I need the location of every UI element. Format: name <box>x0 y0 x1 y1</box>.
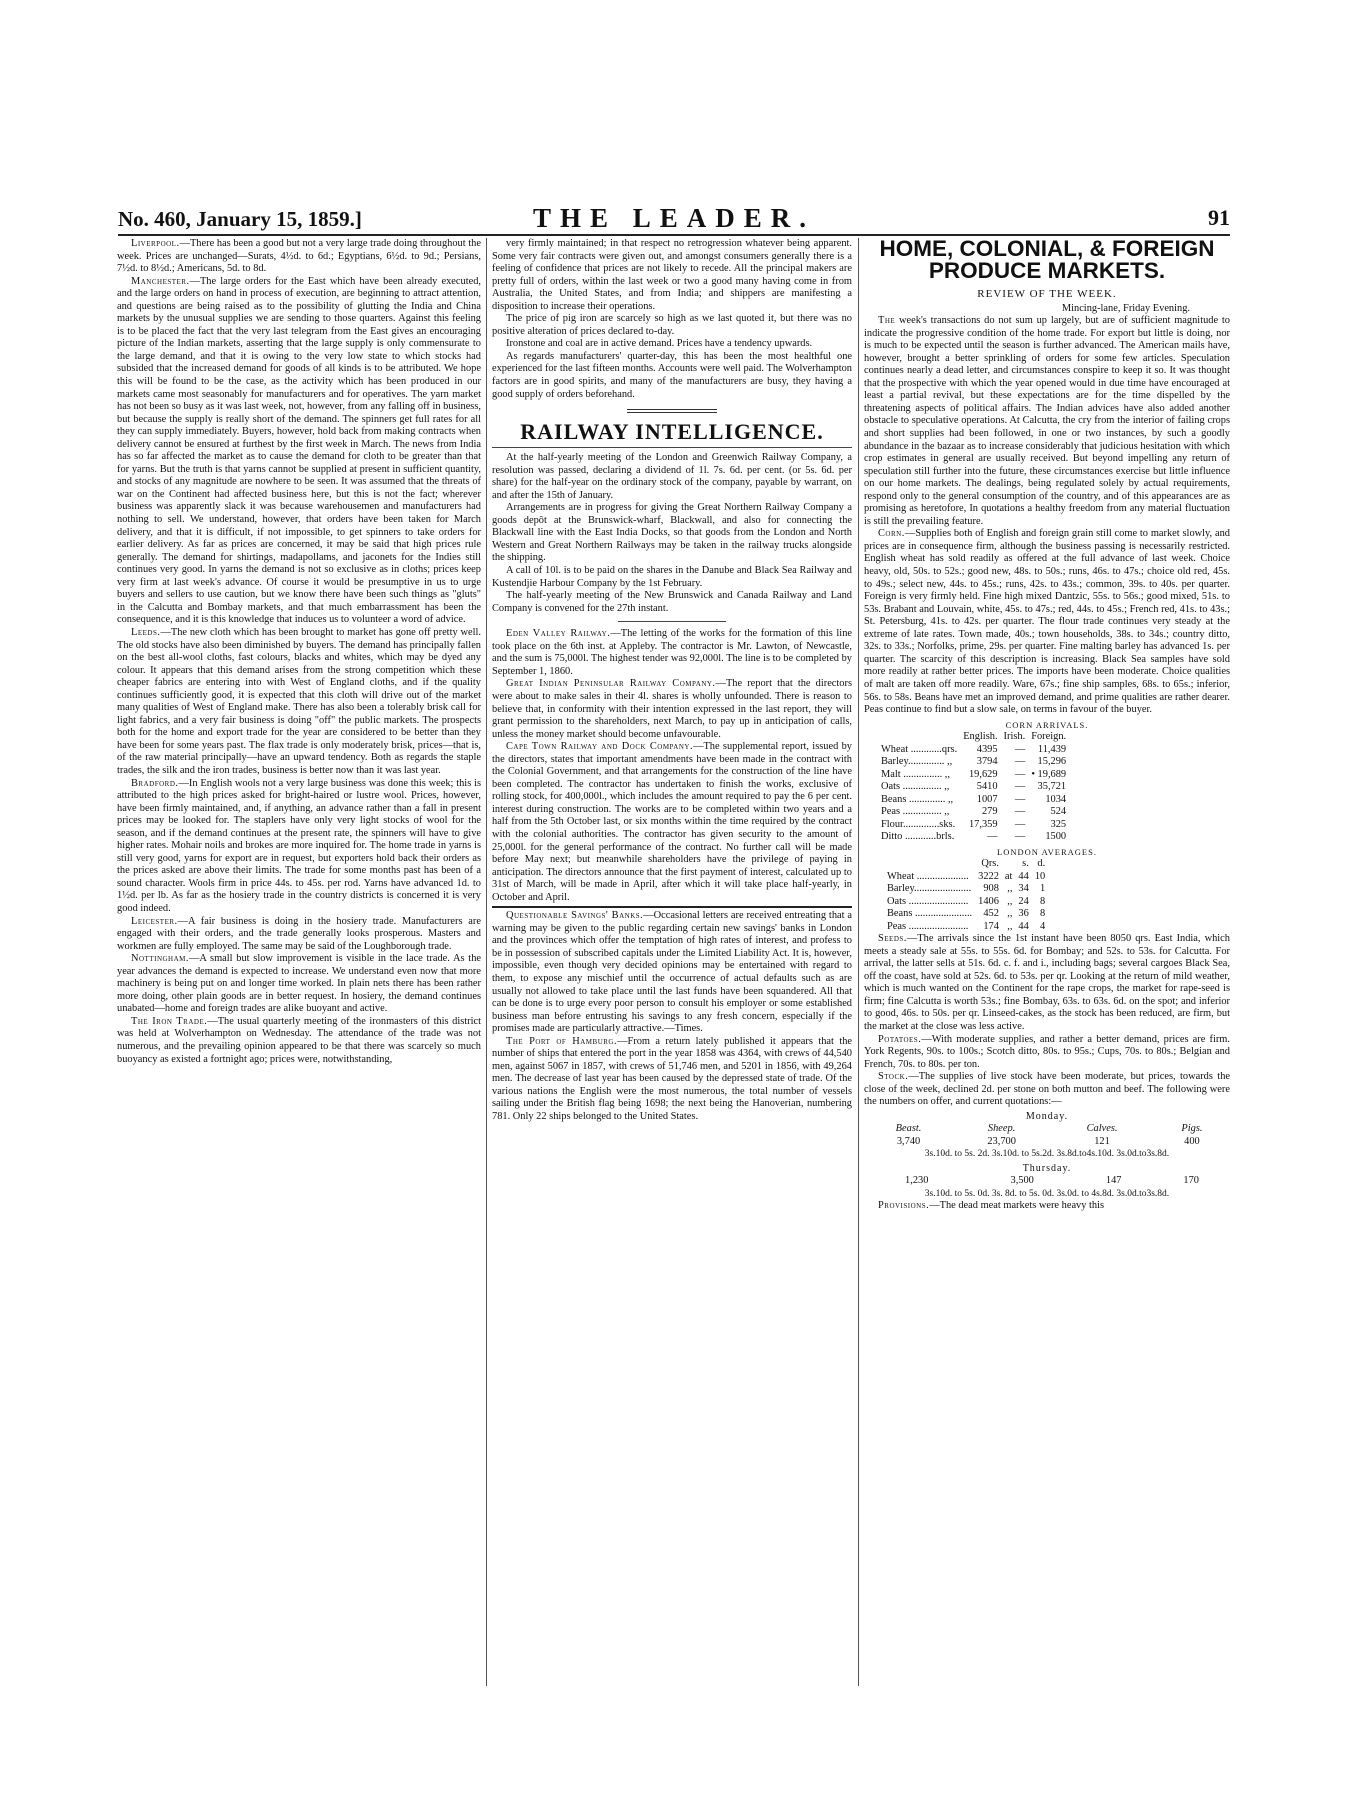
paragraph-text: The half-yearly meeting of the New Brunswick and Canada Railway and Land Company is convened for the 27th instant. <box>492 590 852 614</box>
paragraph-text: —With moderate supplies, and rather a better demand, prices are firm. York Regents, 90s. to 100s.; Scotch ditto, 80s. to 95s.; Cups, 70s. to 80s.; Belgian and French, 70s. to 80s. per ton. <box>864 1033 1230 1070</box>
table-cell: 3794 <box>976 756 998 768</box>
table-header <box>884 858 975 871</box>
table-row <box>878 794 1069 807</box>
table-cell: 524 <box>1050 806 1067 818</box>
column-2 <box>492 238 852 1124</box>
table-header: Sheep. <box>987 1123 1016 1135</box>
provisions-article <box>864 1200 1230 1213</box>
article-paragraph <box>117 627 481 778</box>
table-cell: 1034 <box>1045 793 1067 805</box>
article-paragraph <box>117 916 481 954</box>
table-cell: Peas ............... ,, <box>881 806 950 818</box>
table-row <box>878 744 1069 757</box>
table-row <box>884 921 1048 934</box>
paragraph-lead: Bradford. <box>131 777 179 789</box>
table-cell: 23,700 <box>987 1135 1016 1147</box>
column-1 <box>117 238 481 1066</box>
paragraph-text: week's transactions do not sum up largely, but are of sufficient magnitude to indicate the progressive condition of the home trade. For export but little is doing, nor is much to be expected until the season is further advanced. The American mails have, however, brought a better sprinkling of orders for some few articles. Speculation continues nearly a dead letter, and circumstances conspire to keep it so. It was thought that the prospective with which the year opened would in due time have encouraged at least a partial revival, but these expectations are for the time dispelled by the threatening aspects of political affairs. The Indian advices have also added another obstacle to speculative operations. At Calcutta, the cry from the interior of failing crops and short supplies had been followed, in one or two instances, by such a goodly abundance in the bazaar as to increase considerably that judicious hesitation with which crop estimates in general are usually received. But beyond impelling any return of speculation still further into the future, these circumstances exercise but little influence on our home markets. The dealings, being regulated solely by actual requirements, respond only to the general consumption of the country, and of this appearances are as promising as heretofore, In quotations a healthy freedom from any material fluctuation is still the prevailing feature. <box>864 315 1230 527</box>
article-paragraph <box>117 238 481 276</box>
stock-thursday-prices: 3s.10d. to 5s. 0d. 3s. 8d. to 5s. 0d. 3s.0d. to 4s.8d. 3s.0d.to3s.8d. <box>924 1188 1170 1199</box>
article-paragraph <box>492 628 852 678</box>
london-averages-table <box>884 858 1048 933</box>
paragraph-lead: Seeds. <box>878 933 907 945</box>
table-row <box>878 806 1069 819</box>
table-cell: Ditto ............brls. <box>881 831 955 843</box>
column-divider <box>486 238 487 1686</box>
table-header: Irish. <box>1003 731 1026 743</box>
table-cell: ,, <box>1007 908 1013 920</box>
iron-trade-continued <box>492 238 852 401</box>
paragraph-text: —The new cloth which has been brought to market has gone off pretty well. The old stocks have also been diminished by buyers. The demand has principally fallen on the best all-wool cloths, fast colours, blacks and whites, which may be dyed any colour. It appears that this demand arises from the strong competition which these cheaper fabrics are entering into with West of England cloths, and if the quality continues sufficiently good, it is expected that this cloth will drive out of the market many qualities of West of England make. There has also been a tolerably brisk call for light fabrics, and a very fair business is doing "off" the public markets. The prospects both for the home and export trade for the year are considered to be better than they have been for some years past. The flax trade is only moderately brisk, prices—that is, of the raw material principally—have an upward tendency. Both as regards the staple trades, the silk and the iron trades, business is better now than it was last year. <box>117 626 481 776</box>
table-cell: 19,629 <box>968 768 998 780</box>
table-cell: — <box>1014 781 1026 793</box>
issue-line: No. 460, January 15, 1859.] <box>118 207 362 231</box>
table-cell: Beans ...................... <box>887 908 973 920</box>
table-cell: Oats ....................... <box>887 895 969 907</box>
stock-monday-prices: 3s.10d. to 5s. 2d. 3s.10d. to 5s.2d. 3s.8d.to4s.10d. 3s.0d.to3s.8d. <box>924 1149 1170 1160</box>
table-cell: 3,500 <box>1010 1175 1034 1187</box>
article-paragraph <box>864 933 1230 1033</box>
table-cell: 17,359 <box>968 818 998 830</box>
paragraph-lead: The Port of Hamburg. <box>506 1035 618 1047</box>
table-cell: 174 <box>983 920 999 932</box>
table-header: s. <box>1022 858 1029 870</box>
table-row <box>878 756 1069 769</box>
table-cell: 121 <box>1094 1135 1110 1147</box>
table-cell: 24 <box>1018 895 1029 907</box>
article-paragraph <box>117 276 481 627</box>
table-cell: Oats ............... ,, <box>881 781 950 793</box>
railway-section-title: RAILWAY INTELLIGENCE. <box>520 419 824 445</box>
table-cell: 1500 <box>1045 831 1067 843</box>
corn-arrivals-table <box>878 731 1069 844</box>
article-paragraph <box>492 338 852 351</box>
table-header: d. <box>1037 858 1046 870</box>
paragraph-text: —A small but slow improvement is visible in the lace trade. As the year advances the demand is expected to increase. We understand even now that more machinery is being put on and longer time worked. In plain nets there has been rather more doing, other plain goods are in better request. In hosiery, the demand continues unabated—home and foreign trades are alike buoyant and active. <box>117 953 481 1015</box>
table-cell: 908 <box>983 883 999 895</box>
paragraph-text: The price of pig iron are scarcely so high as we last quoted it, but there was no positive alteration of prices declared to-day. <box>492 313 852 337</box>
stock-monday-label: Monday. <box>1025 1110 1069 1122</box>
markets-review-2 <box>864 933 1230 1109</box>
table-row <box>878 781 1069 794</box>
paragraph-text: —The dead meat markets were heavy this <box>929 1200 1105 1212</box>
table-cell: — <box>1014 818 1026 830</box>
table-cell: 10 <box>1034 870 1046 882</box>
table-cell: Flour..............sks. <box>881 818 956 830</box>
table-cell: 3,740 <box>896 1135 921 1147</box>
table-cell: Beans .............. ,, <box>881 793 954 805</box>
paragraph-lead: The Iron Trade. <box>131 1015 208 1027</box>
table-cell: at <box>1004 870 1013 882</box>
paragraph-text: —The large orders for the East which have been already executed, and the large orders on hand in process of execution, are beginning to attract attention, and questions are being raised as to the possibility of glutting the India and China markets by the unusual supplies we are sending to those quarters. Against this feeling is to be placed the fact that the very last telegram from the East gives an encouraging picture of the Indian markets, asserting that the large supply is only commensurate to the large demand, and that it is owing to the very low state to which stocks had subsided that the increased demand for goods of all kinds is to be attributed. We hope this will be found to be the case, as the activity which has been produced in our markets came most seasonably for manufacturers and for operatives. The yarn market has not been so busy as it was last week, not, however, from any falling off in business, but because the supply is really short of the demand. The spinners get full rates for all they can supply immediately. Buyers, however, hold back from making contracts when delivery cannot be ensured at furthest by the first week in March. The news from India has so far affected the market as to cause the demand for cloth to be greater than that for yarns. But the truth is that yarns cannot be supplied at present in sufficient quantity, and stocks of any magnitude are nowhere to be seen. It was assumed that the threats of war on the Continent had affected business here, but this is not the fact; wherever business was apparently slack it was because warehousemen and manufacturers had nothing to sell. We understand, however, that orders have been taken for March delivery, and that it is difficult, if not impossible, to get spinners to take orders for earlier delivery. As far as prices are concerned, it may be said that high prices rule generally. The demand for shirtings, madapollams, and jaconets for the Indies still continues very good. In yarns the demand is not so exclusive as in cloths; prices keep very firm at last week's advance. Of course it would be presumptive in us to urge buyers and sellers to use caution, but we know there have been such things as "gluts" in the Calcutta and Bombay markets, and that much embarrassment has been the consequence, and it is this knowledge that induces us to volunteer a word of advice. <box>117 275 481 626</box>
table-cell: 1 <box>1040 883 1046 895</box>
article-paragraph <box>492 1036 852 1124</box>
table-cell: — <box>1014 743 1026 755</box>
article-paragraph <box>864 1034 1230 1072</box>
table-header: Qrs. <box>981 858 999 870</box>
article-paragraph <box>117 953 481 1016</box>
paragraph-text: —A fair business is doing in the hosiery trade. Manufacturers are engaged with their orders, and the trade generally looks prosperous. Masters and workmen are fully employed. The same may be said of the Loughborough trade. <box>117 915 481 952</box>
table-cell: 36 <box>1018 908 1029 920</box>
london-averages-caption: LONDON AVERAGES. <box>997 846 1097 857</box>
miscellany-articles <box>492 910 852 1123</box>
table-cell: ,, <box>1007 883 1013 895</box>
article-paragraph <box>492 238 852 313</box>
table-cell: ,, <box>1007 895 1013 907</box>
stock-thursday-table <box>864 1175 1230 1200</box>
paragraph-lead: Corn. <box>878 528 905 540</box>
table-cell: ,, <box>1007 920 1013 932</box>
table-row <box>884 883 1048 896</box>
review-subtitle: REVIEW OF THE WEEK. <box>977 288 1117 300</box>
paragraph-lead: Liverpool. <box>131 238 180 249</box>
article-paragraph <box>492 565 852 590</box>
article-paragraph <box>492 741 852 904</box>
table-row <box>878 769 1069 782</box>
table-cell: Peas ....................... <box>887 920 969 932</box>
paragraph-text: —The supplies of live stock have been moderate, but prices, towards the close of the week, declined 2d. per stone on both mutton and beef. The following were the numbers on offer, and current quotations:— <box>864 1071 1230 1108</box>
article-paragraph <box>492 502 852 565</box>
paragraph-text: —Occasional letters are received entreating that a warning may be given to the public regarding certain new savings' banks in London and the provinces which offer the temptation of high rates of interest, and profess to be in possession of subscribed capitals under the Limited Liability Act. It is, however, impossible, even though very decided opinions may be entertained with regard to them, to expose any mischief until the occurrence of actual defaults such as are usually not allowed to take place until the last funds have been squandered. All that can be done is to urge every poor person to consult his employer or some established business man before entrusting his savings to any fresh concern, especially if the promises made are particularly attractive.—Times. <box>492 910 852 1035</box>
markets-review <box>864 315 1230 717</box>
table-cell: — <box>1014 806 1026 818</box>
paragraph-text: —The supplemental report, issued by the directors, states that important amendments have been made in the contract with the Colonial Government, and that arrangements for the construction of the line have been completed. The contractor has undertaken to finish the works, exclusive of rolling stock, for 400,000l., which includes the amount required to pay the 6 per cent. interest during construction. The works are to be completed within two years and a half from the 5th October last, or six months within the time required by the contract with the colonial authorities. The contractor has given security to the amount of 25,000l. for the general performance of the contract. No further call will be made before May next; but meanwhile shareholders have the privilege of paying in anticipation. The directors announce that the first payment of interest, calculated up to 31st of March, will be made in April, after which it will take place half-yearly, in October and April. <box>492 741 852 903</box>
table-header: Calves. <box>1086 1123 1118 1135</box>
table-row <box>884 908 1048 921</box>
table-cell: Wheat ............qrs. <box>881 743 958 755</box>
paragraph-text: —The letting of the works for the formation of this line took place on the 6th inst. at Appleby. The contractor is Mr. Lawton, of Newcastle, and the sum is 75,000l. The highest tender was 92,000l. The line is to be completed by September 1, 1860. <box>492 628 853 677</box>
table-cell: Malt ............... ,, <box>881 768 950 780</box>
paragraph-text: At the half-yearly meeting of the London and Greenwich Railway Company, a resolution was passed, declaring a dividend of 1l. 7s. 6d. per cent. (or 5s. 6d. per share) for the half-year on the ordinary stock of the company, payable by warrant, on and after the 15th of January. <box>492 452 852 501</box>
table-header: Beast. <box>895 1123 922 1135</box>
article-paragraph <box>864 1071 1230 1109</box>
table-header: Pigs. <box>1181 1123 1203 1135</box>
table-cell: — <box>1014 756 1026 768</box>
paragraph-text: As regards manufacturers' quarter-day, this has been the most healthful one experienced for the last fifteen months. Accounts were well paid. The Wolverhampton factors are in good spirits, and many of the manufacturers are busy, they having a good supply of orders beforehand. <box>492 350 852 400</box>
article-paragraph <box>492 910 852 1035</box>
table-cell: Barley.............. ,, <box>881 756 953 768</box>
table-cell: 11,439 <box>1037 743 1067 755</box>
table-cell: 1406 <box>978 895 999 907</box>
paragraph-text: —There has been a good but not a very large trade doing throughout the week. Prices are unchanged—Surats, 4½d. to 6d.; Egyptians, 6½d. to 9d.; Persians, 7½d. to 8½d.; Americans, 5d. to 8d. <box>117 238 481 275</box>
railway-articles <box>492 452 852 615</box>
article-paragraph <box>864 528 1230 716</box>
paragraph-lead: Cape Town Railway and Dock Company. <box>506 741 694 753</box>
paragraph-text: —The report that the directors were about to make sales in their 4l. shares is wholly unfounded. There is reason to believe that, in conformity with their intention expressed in the last report, they will grant permission to the shareholders, next March, to pay up in anticipation of calls, unless the money market should become unfavourable. <box>492 678 853 740</box>
table-row <box>878 831 1069 844</box>
paragraph-lead: Provisions. <box>878 1200 930 1212</box>
table-cell: 170 <box>1183 1175 1199 1187</box>
paragraph-text: —Supplies both of English and foreign grain still come to market slowly, and prices are in consequence firm, although the business passing is necessarily restricted. English wheat has sold readily as offered at the full advance of last week. Choice heavy, old, 50s. to 52s.; good new, 48s. to 50s.; runs, 46s. to 47s.; choice old red, 45s. to 49s.; select new, 44s. to 45s.; runs, 42s. to 43s.; common, 39s. to 40s. per quarter. Foreign is very firmly held. Fine high mixed Dantzic, 55s. to 56s.; good mixed, 51s. to 53s. Brabant and Louvain, white, 45s. to 47s.; red, 44s. to 45s.; French red, 41s. to 43s.; St. Petersburg, 41s. to 42s. per quarter. The flour trade continues very steady at the extreme of late rates. Town made, 40s.; town households, 38s. to 34s.; country ditto, 32s. to 33s.; Norfolks, prime, 29s. per quarter. Fine malting barley has advanced 1s. per quarter. The scarcity of this description is increasing. Black Sea samples have sold more readily at rather better prices. The imports have been moderate. Choice qualities of malt are taken off more readily. Ware, 67s.; fine ship samples, 68s. to 65s.; inferior, 56s. to 58s. Beans have met an improved demand, and prime qualities are rather dearer. Peas continue to find but a slow sale, on terms in favour of the buyer. <box>864 528 1230 716</box>
stock-thursday-label: Thursday. <box>1022 1162 1072 1174</box>
table-cell: 279 <box>981 806 998 818</box>
article-paragraph <box>492 678 852 741</box>
table-row <box>884 896 1048 909</box>
paragraph-lead: Potatoes. <box>878 1033 922 1045</box>
article-paragraph <box>117 778 481 916</box>
table-cell: 8 <box>1040 908 1046 920</box>
table-cell: 3222 <box>978 870 999 882</box>
paragraph-text: very firmly maintained; in that respect no retrogression whatever being apparent. Some very fair contracts were given out, and amongst consumers generally there is a feeling of confidence that prices are not likely to recede. All the principal makers are pretty full of orders, within the last week or two a good many having come in from Australia, the United States, and from India; and shippers are manifesting a disposition to increase their operations. <box>492 238 852 312</box>
article-paragraph <box>492 351 852 401</box>
newspaper-title: THE LEADER. <box>532 203 816 233</box>
table-cell: 147 <box>1105 1175 1122 1187</box>
table-header: English. <box>963 731 998 743</box>
article-paragraph <box>492 590 852 615</box>
article-rule <box>618 621 726 622</box>
article-paragraph <box>864 1200 1230 1213</box>
railway-articles-2 <box>492 628 852 904</box>
paragraph-text: A call of 10l. is to be paid on the shares in the Danube and Black Sea Railway and Kustendjie Harbour Company by the 1st February. <box>492 565 852 589</box>
paragraph-lead: Questionable Savings' Banks. <box>506 910 644 922</box>
table-cell: 44 <box>1018 920 1029 932</box>
paragraph-text: —The arrivals since the 1st instant have been 8050 qrs. East India, which meets a steady sale at 55s. to 55s. 6d. for Bombay; and 52s. to 53s. for Calcutta. For arrival, the latter sells at 51s. 6d. c. f. and i., including bags; several cargoes Black Sea, off the coast, have sold at 52s. 6d. to 53s. per qr. Looking at the return of mild weather, which is much wanted on the Continent for the rape crops, the market for rape-seed is firm; fine Calcutta is worth 53s.; fine Bombay, 63s. to 63s. 6d. on the spot; and inferior to good, 46s. to 50s. per qr. Linseed-cakes, as the stock has been reduced, are firm, but the market at the close was less active. <box>864 933 1230 1033</box>
paragraph-lead: Stock. <box>878 1071 909 1083</box>
table-header <box>878 731 960 744</box>
column-divider <box>858 238 859 1686</box>
table-cell: — <box>987 831 998 843</box>
table-cell: 4395 <box>976 743 998 755</box>
stock-monday-table <box>864 1123 1230 1161</box>
table-cell: — <box>1014 831 1026 843</box>
table-cell: 44 <box>1018 870 1029 882</box>
article-paragraph <box>492 313 852 338</box>
table-cell: 400 <box>1184 1135 1200 1147</box>
table-cell: 452 <box>983 908 999 920</box>
paragraph-lead: Manchester. <box>131 275 190 287</box>
corn-arrivals-caption: CORN ARRIVALS. <box>1005 719 1089 730</box>
table-cell: Wheat .................... <box>887 870 969 882</box>
table-cell: 34 <box>1018 883 1029 895</box>
paragraph-text: Arrangements are in progress for giving the Great Northern Railway Company a goods depôt at the Brunswick-wharf, Blackwall, and also for connecting the Blackwall line with the East India Docks, so that goods from the London and North Western and Great Northern Railways may be taken in the railway trucks alongside the shipping. <box>492 502 852 564</box>
paragraph-text: Ironstone and coal are in active demand. Prices have a tendency upwards. <box>506 338 813 350</box>
table-cell: Barley...................... <box>887 883 972 895</box>
table-cell: 5410 <box>976 781 998 793</box>
paragraph-text: —In English wools not a very large business was done this week; this is attributed to the high prices asked for bright-haired or lustre wool. Prices, however, have been firmly maintained, and, if anything, an advance rather than a fall in present prices may be looked for. The staplers have only very light stocks of wool for the season, and if the demand continues at the present rate, the spinners will have to give higher rates. Mohair noils and brokes are more inquired for. The home trade in yarns is still very good, yarns for export are in request, but exporters hold back their orders as the prices asked are above their limits. The trade for some months past has been of a sound character. Wools firm in price 44s. to 45s. per rod. Yarns have advanced 1d. to 1½d. per lb. As far as the hosiery trade in the country districts is concerned it is very good indeed. <box>117 777 481 914</box>
paragraph-text: —From a return lately published it appears that the number of ships that entered the port in the year 1858 was 4364, with crews of 44,540 men, against 5067 in 1857, with crews of 51,746 men, and 5201 in 1856, with 49,264 men. The decrease of last year has been caused by the depressed state of trade. Of the various nations the English were the most numerous, the total number of vessels sailing under the British flag being 1698; the next being the Hanoverian, numbering 781. Only 22 ships belonged to the United States. <box>492 1035 853 1122</box>
table-cell: 1007 <box>976 793 998 805</box>
column-3 <box>864 238 1230 1213</box>
table-cell: 8 <box>1040 895 1046 907</box>
article-paragraph <box>117 1016 481 1066</box>
markets-section-title: HOME, COLONIAL, & FOREIGN PRODUCE MARKETS. <box>879 236 1215 283</box>
paragraph-lead: Eden Valley Railway. <box>506 628 611 640</box>
table-cell: 35,721 <box>1037 781 1067 793</box>
table-cell: — <box>1014 768 1026 780</box>
article-rule <box>492 906 852 908</box>
paragraph-lead: Leeds. <box>131 626 161 638</box>
section-rule <box>492 447 852 448</box>
page-number: 91 <box>1208 205 1230 230</box>
paragraph-text: —The usual quarterly meeting of the ironmasters of this district was held at Wolverhampton on Wednesday. The attendance of the trade was not numerous, and the prevailing opinion appeared to be that there was scarcely so much buoyancy as existed a fortnight ago; prices were, notwithstanding, <box>117 1015 481 1065</box>
table-cell: — <box>1014 793 1026 805</box>
dateline: Mincing-lane, Friday Evening. <box>1061 302 1190 314</box>
paragraph-lead: Great Indian Peninsular Railway Company. <box>506 678 716 690</box>
section-rule <box>627 409 717 413</box>
table-cell: • 19,689 <box>1031 768 1067 780</box>
article-paragraph <box>492 452 852 502</box>
table-cell: 1,230 <box>905 1175 929 1187</box>
table-header <box>1002 858 1016 871</box>
table-header: Foreign. <box>1031 731 1067 743</box>
paragraph-lead: Nottingham. <box>131 953 189 965</box>
paragraph-lead: Leicester. <box>131 915 178 927</box>
table-cell: 15,296 <box>1037 756 1067 768</box>
article-paragraph <box>864 315 1230 528</box>
paragraph-lead: The <box>878 315 896 327</box>
table-cell: 4 <box>1040 920 1046 932</box>
table-row <box>884 871 1048 884</box>
table-row <box>878 819 1069 832</box>
table-cell: 325 <box>1050 818 1067 830</box>
